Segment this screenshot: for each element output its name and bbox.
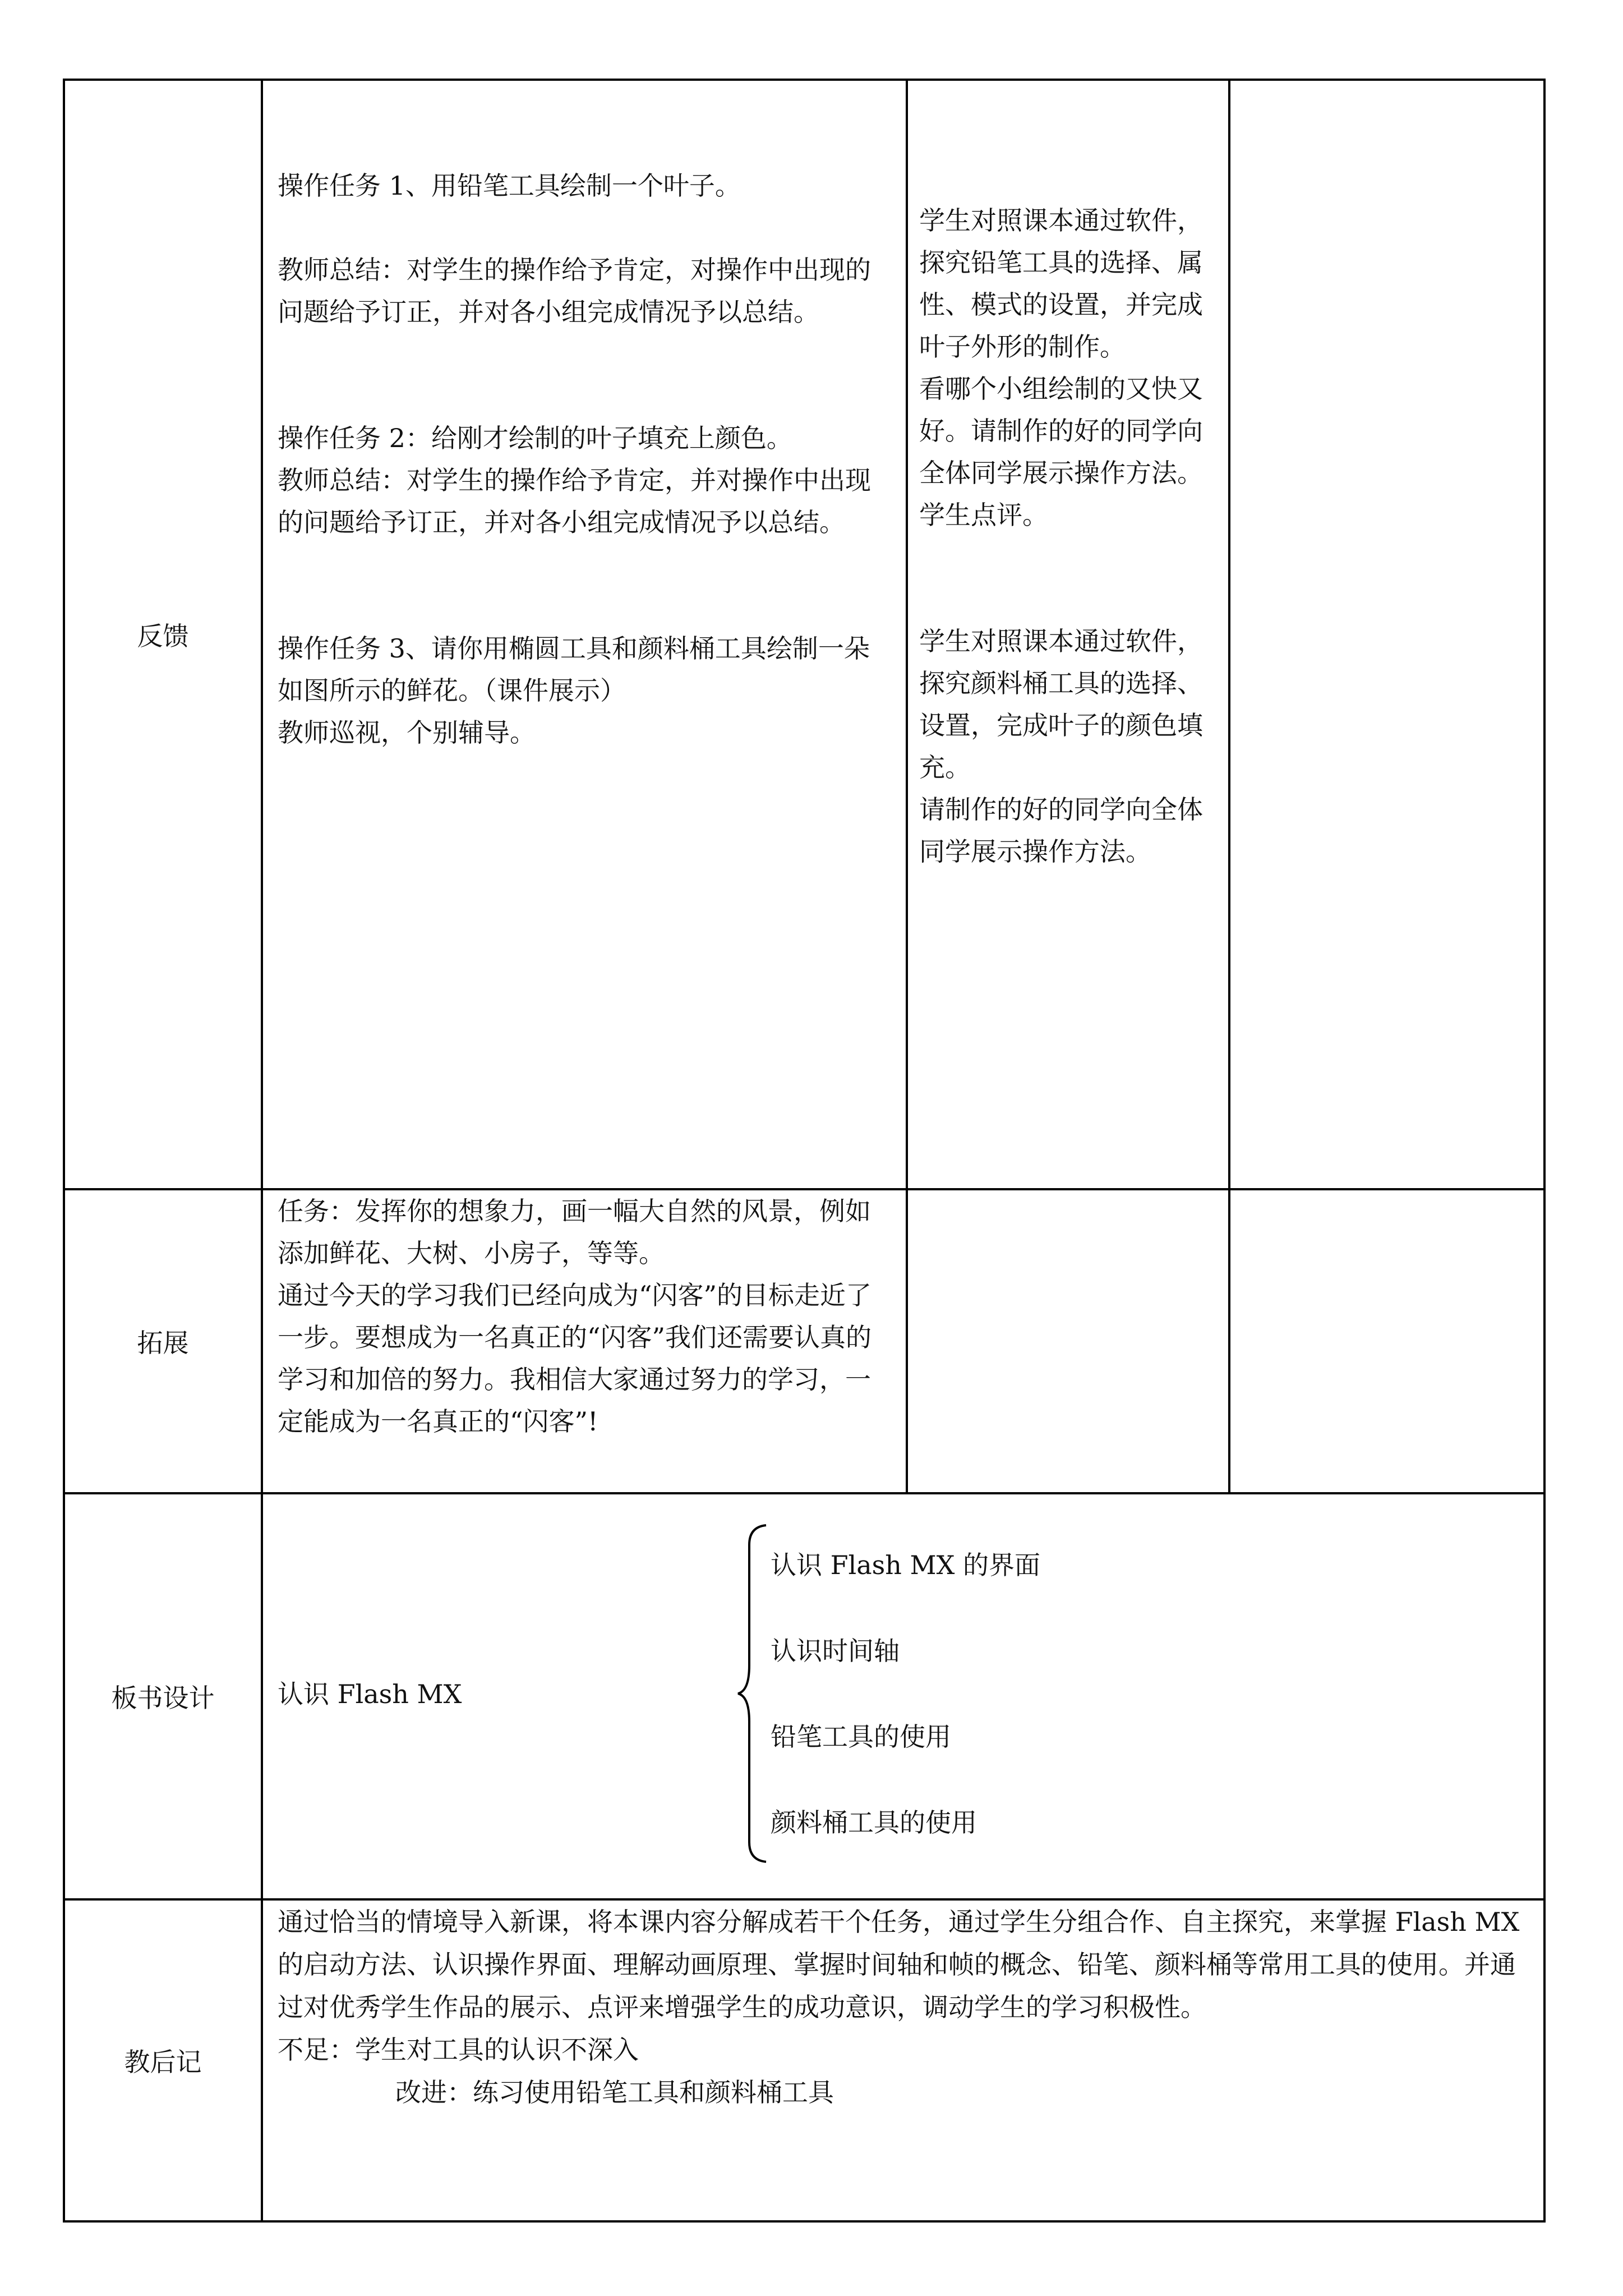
student-activity-1: 学生对照课本通过软件，探究铅笔工具的选择、属性、模式的设置，并完成叶子外形的制作。: [919, 205, 1203, 362]
board-design-row: [64, 1493, 1544, 1899]
board-item-interface: 认识 Flash MX 的界面: [771, 1550, 1041, 1580]
student-activity-2: 看哪个小组绘制的又快又好。请制作的好的同学向全体同学展示操作方法。: [919, 374, 1203, 488]
reflection-cell: [262, 1899, 1544, 2221]
task-3-text: 操作任务 3、请你用椭圆工具和颜料桶工具绘制一朵如图所示的鲜花。（课件展示）: [278, 633, 870, 706]
teacher-summary-1: 教师总结：对学生的操作给予肯定，对操作中出现的问题给予订正，并对各小组完成情况予以总结。: [278, 255, 871, 327]
student-activity-4: 请制作的好的同学向全体同学展示操作方法。: [919, 794, 1203, 867]
lesson-plan-table: [63, 79, 1546, 2223]
extension-empty-cell-1: [907, 1189, 1229, 1493]
board-design-label: 板书设计: [64, 1493, 262, 1899]
feedback-label: 反馈: [64, 80, 262, 1189]
feedback-student-cell: [907, 80, 1229, 1189]
board-design-cell: [262, 1493, 1544, 1899]
extension-label: 拓展: [64, 1189, 262, 1493]
task-2-text: 操作任务 2：给刚才绘制的叶子填充上颜色。: [278, 423, 792, 453]
extension-row: [64, 1189, 1544, 1493]
feedback-empty-cell: [1229, 80, 1544, 1189]
reflection-improvement: 改进：练习使用铅笔工具和颜料桶工具: [395, 2077, 834, 2108]
board-design-diagram: [263, 1494, 1543, 1898]
reflection-row: [64, 1899, 1544, 2221]
feedback-teacher-cell: [262, 80, 907, 1189]
board-main-topic: 认识 Flash MX: [278, 1679, 462, 1709]
extension-text-cell: [262, 1189, 907, 1493]
extension-task-text: 任务：发挥你的想象力，画一幅大自然的风景，例如添加鲜花、大树、小房子，等等。: [278, 1196, 871, 1268]
student-activity-3: 学生对照课本通过软件，探究颜料桶工具的选择、设置，完成叶子的颜色填充。: [919, 626, 1203, 783]
feedback-row: [64, 80, 1544, 1189]
board-item-pencil: 铅笔工具的使用: [771, 1722, 951, 1752]
board-item-paint-bucket: 颜料桶工具的使用: [771, 1807, 977, 1838]
curly-brace-icon: [737, 1522, 771, 1865]
board-item-timeline: 认识时间轴: [771, 1636, 900, 1666]
reflection-text: 通过恰当的情境导入新课，将本课内容分解成若干个任务，通过学生分组合作、自主探究，来掌握 Flash MX 的启动方法、认识操作界面、理解动画原理、掌握时间轴和帧的概念、铅笔、颜料桶等常用工具的使用。并通过对优秀学生作品的展示、点评来增强学生的成功意识，调动学生的学习积极性。: [278, 1907, 1520, 2022]
extension-empty-cell-2: [1229, 1189, 1544, 1493]
student-review: 学生点评。: [919, 500, 1048, 530]
teacher-patrol-text: 教师巡视，个别辅导。: [278, 717, 536, 748]
reflection-label: 教后记: [64, 1899, 262, 2221]
teacher-summary-2: 教师总结：对学生的操作给予肯定，并对操作中出现的问题给予订正，并对各小组完成情况予以总结。: [278, 465, 871, 537]
task-1-text: 操作任务 1、用铅笔工具绘制一个叶子。: [278, 171, 741, 201]
reflection-shortcoming: 不足：学生对工具的认识不深入: [278, 2035, 639, 2065]
extension-closing-text: 通过今天的学习我们已经向成为“闪客”的目标走近了一步。要想成为一名真正的“闪客”我们还需要认真的学习和加倍的努力。我相信大家通过努力的学习，一定能成为一名真正的“闪客”!: [278, 1280, 872, 1437]
